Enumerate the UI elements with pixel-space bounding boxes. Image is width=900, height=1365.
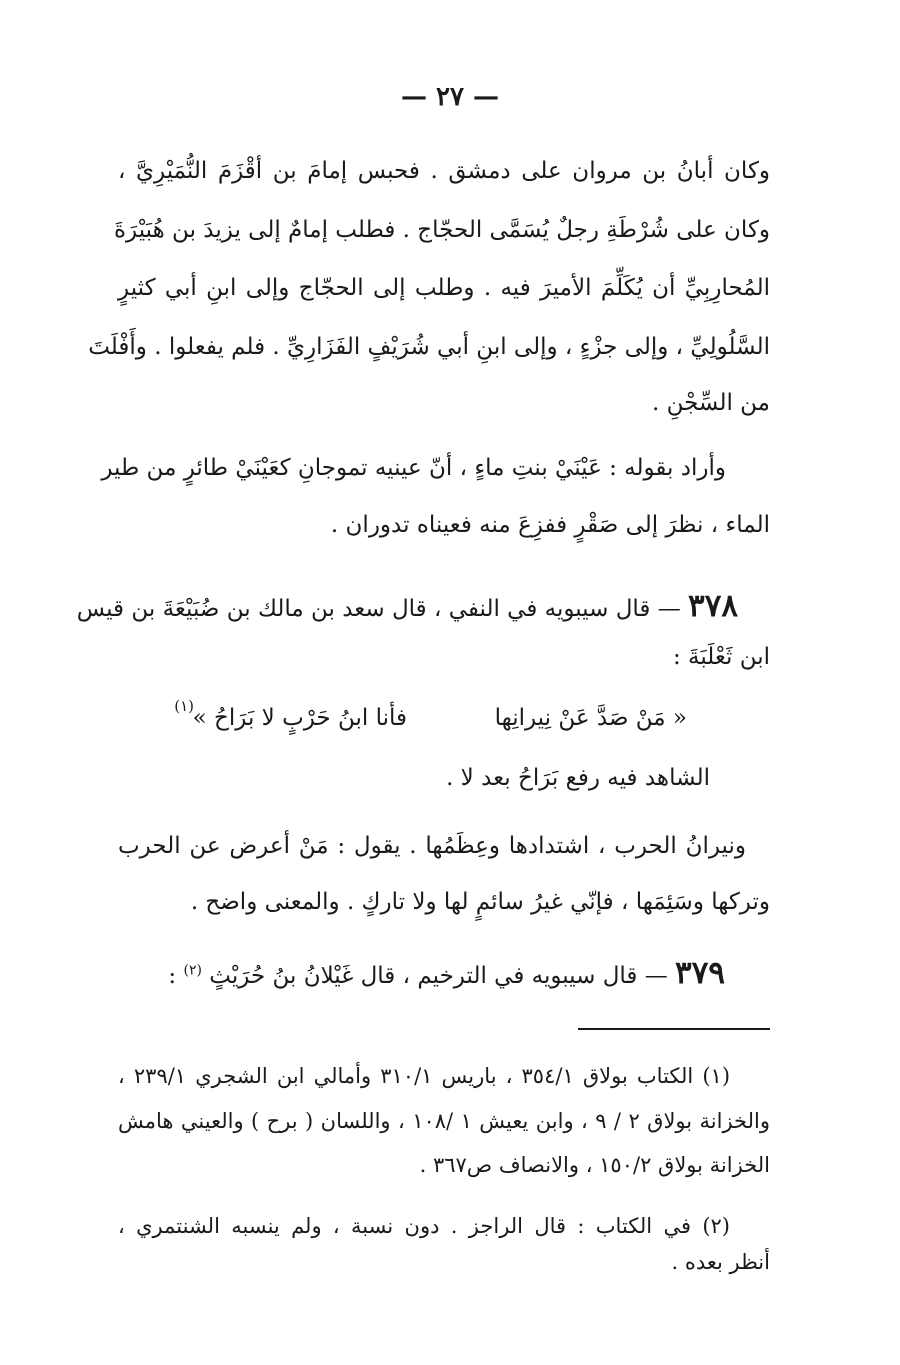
footnote-mark: (١) (174, 697, 194, 715)
colon: : (168, 963, 177, 989)
footnote-line: أنظر بعده . (671, 1250, 770, 1274)
footnote-line: (١) الكتاب بولاق ٣٥٤/١ ، باريس ٣١٠/١ وأمالي ابن الشجري ٢٣٩/١ ، (118, 1064, 731, 1088)
text-line: المُحارِبِيِّ أن يُكَلِّمَ الأميرَ فيه . وطلب إلى الحجّاج وإلى ابنِ أبي كثيرٍ (118, 275, 770, 301)
footnote-mark: (٢) (183, 962, 202, 979)
footnote-separator (578, 1028, 770, 1030)
text-line: الماء ، نظرَ إلى صَقْرٍ ففزِعَ منه فعيناه تدوران . (330, 512, 770, 538)
text-line: وتركها وسَئِمَها ، فإنّي غيرُ سائمٍ لها ولا تاركٍ . والمعنى واضح . (190, 889, 770, 915)
text-line: السَّلُولِيِّ ، وإلى جزْءٍ ، وإلى ابنِ أبي شُرَيْفٍ الفَزَارِيِّ . فلم يفعلوا . وأَفْلَتَ (88, 334, 770, 360)
text-line: ونيرانُ الحرب ، اشتدادها وعِظَمُها . يقول : مَنْ أعرض عن الحرب (118, 833, 746, 859)
text-line: وكان على شُرْطَةِ رجلٌ يُسَمَّى الحجّاج . فطلب إمامٌ إلى يزيدَ بن هُبَيْرَةَ (114, 217, 770, 243)
text-line: من السِّجْنِ . (651, 390, 770, 416)
verse-hemistich-second: فأنا ابنُ حَرْبٍ لا بَرَاحُ » (192, 705, 407, 731)
verse-hemistich-first: « مَنْ صَدَّ عَنْ نِيرانِها (494, 705, 687, 731)
entry-number: ٣٧٨ (688, 588, 738, 624)
shahid-line: الشاهد فيه رفع بَرَاحُ بعد لا . (446, 765, 710, 791)
page-number: — ٢٧ — (400, 82, 500, 112)
entry-text: — قال سيبويه في الترخيم ، قال غَيْلانُ بنُ حُرَيْثٍ (209, 963, 668, 989)
footnote-line: الخزانة بولاق ١٥٠/٢ ، والانصاف ص٣٦٧ . (419, 1153, 770, 1177)
text-line: وكان أبانُ بن مروان على دمشق . فحبس إمامَ بن أقْزَمَ النُّمَيْرِيَّ ، (118, 158, 770, 184)
footnote-line: والخزانة بولاق ٢ / ٩ ، وابن يعيش ١ /١٠٨ ، واللسان ( برح ) والعيني هامش (118, 1109, 770, 1133)
text-line: ابن ثَعْلَبَةَ : (672, 644, 770, 670)
entry-number: ٣٧٩ (675, 955, 725, 991)
text-line: وأراد بقوله : عَيْنَيْ بنتِ ماءٍ ، أنّ عينيه تموجانِ كعَيْنَيْ طائرٍ من طير (101, 455, 726, 481)
entry-text: — قال سيبويه في النفي ، قال سعد بن مالك بن ضُبَيْعَةَ بن قيس (76, 596, 681, 622)
footnote-line: (٢) في الكتاب : قال الراجز . دون نسبة ، ولم ينسبه الشنتمري ، (118, 1214, 730, 1238)
entry-379-heading (168, 955, 725, 992)
entry-378-heading (76, 588, 738, 625)
